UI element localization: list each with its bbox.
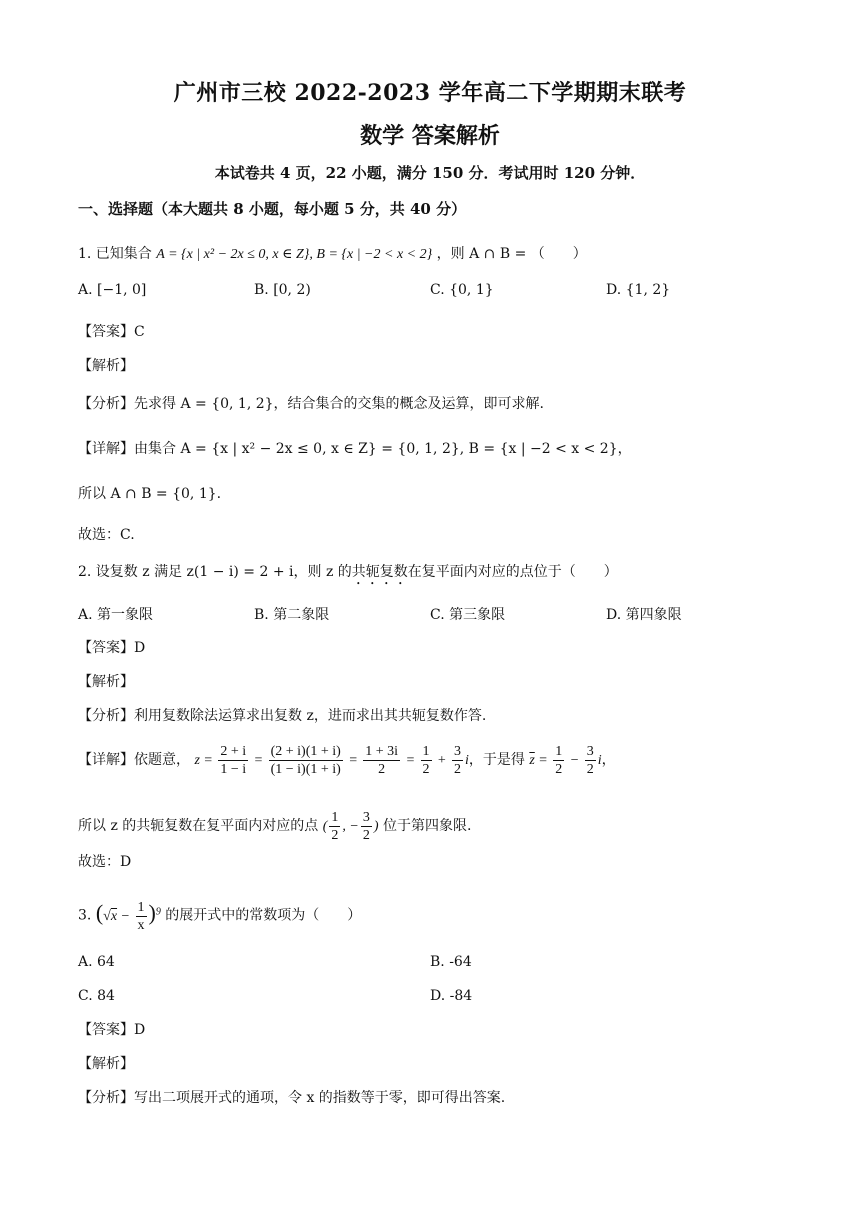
question-2-xiangjie: 【详解】依题意， z = $\frac{2 + i}{1 - i}$ = $\frac{(2 + i)(1 + i)}{(1 - i)(1 + i)}$ = $\frac{1 + 3i}{2}$ = $\frac{1}{2}$ + $\frac{3}{2}$ i，于是得 $\overline{z}$ = $\frac{1}{2}$ − $\frac{3}{2}$ i， xyxy=(78,744,616,778)
question-3-option-c: C. 84 xyxy=(78,988,115,1004)
question-2-option-d: D. 第四象限 xyxy=(606,607,682,623)
question-1-xiangjie: 【详解】由集合 A = {x | x² − 2x ≤ 0, x ∈ Z} = {0, 1, 2}, B = {x | −2 < x < 2}， xyxy=(78,441,632,457)
question-3-stem-post: 的展开式中的常数项为（ ） xyxy=(165,907,362,924)
question-1-option-d: D. {1, 2} xyxy=(606,282,671,298)
question-2-analysis-label: 【解析】 xyxy=(78,674,134,690)
question-1-option-b: B. [0, 2) xyxy=(254,282,311,298)
question-2-stem-dotted: 共轭复数 xyxy=(351,564,408,580)
question-2-stem xyxy=(78,562,618,588)
question-3-option-a: A. 64 xyxy=(78,954,115,970)
question-1-result: 所以 A ∩ B = {0, 1}. xyxy=(78,486,222,502)
question-2-xiangjie-mid: ，于是得 xyxy=(468,752,525,768)
question-1-option-c: C. {0, 1} xyxy=(430,282,494,298)
question-2-choice: 故选：D xyxy=(78,854,132,870)
question-1-analysis-label: 【解析】 xyxy=(78,358,134,374)
question-3-option-d: D. -84 xyxy=(430,988,473,1004)
question-1-choice: 故选：C. xyxy=(78,527,135,543)
question-3-answer: 【答案】D xyxy=(78,1022,146,1038)
question-1-stem xyxy=(78,244,587,265)
question-2-option-c: C. 第三象限 xyxy=(430,607,506,623)
question-1-answer: 【答案】C xyxy=(78,324,145,340)
question-3-stem xyxy=(78,892,361,937)
question-2-conjugate: $\overline{z}$ = $\frac{1}{2}$ − $\frac{3}{2}$ i xyxy=(529,744,602,778)
question-2-equation: z = $\frac{2 + i}{1 - i}$ = $\frac{(2 + i)(1 + i)}{(1 - i)(1 + i)}$ = $\frac{1 + 3i}{2}$ = $\frac{1}{2}$ + $\frac{3}{2}$ i xyxy=(194,744,469,778)
question-2-xiangjie-label: 【详解】依题意， xyxy=(78,752,190,768)
question-2-option-b: B. 第二象限 xyxy=(254,607,330,623)
question-2-answer: 【答案】D xyxy=(78,640,146,656)
question-1-tail: ，则 A ∩ B = （ ） xyxy=(436,246,587,262)
question-1-number: 1. 已知集合 xyxy=(78,246,152,262)
document-title: 广州市三校 2022-2023 学年高二下学期期末联考 xyxy=(173,80,687,106)
question-3-number: 3. xyxy=(78,907,92,924)
question-2-fenxi: 【分析】利用复数除法运算求出复数 z，进而求出其共轭复数作答. xyxy=(78,708,487,724)
question-2-stem-post: 在复平面内对应的点位于（ ） xyxy=(407,564,618,580)
question-2-point-pre: 所以 z 的共轭复数在复平面内对应的点 xyxy=(78,818,319,834)
document-subtitle: 数学 答案解析 xyxy=(360,123,500,149)
question-1-fenxi: 【分析】先求得 A = {0, 1, 2}，结合集合的交集的概念及运算，即可求解. xyxy=(78,396,544,412)
question-3-analysis-label: 【解析】 xyxy=(78,1056,134,1072)
question-1-option-a: A. [−1, 0] xyxy=(78,282,147,298)
question-3-fenxi: 【分析】写出二项展开式的通项，令 x 的指数等于零，即可得出答案. xyxy=(78,1090,506,1106)
question-2-point-line xyxy=(78,806,471,847)
question-1-sets: A = {x | x² − 2x ≤ 0, x ∈ Z}, B = {x | −2 < x < 2} xyxy=(156,247,433,262)
exam-info: 本试卷共 4 页，22 小题，满分 150 分．考试用时 120 分钟． xyxy=(214,164,646,182)
question-2-option-a: A. 第一象限 xyxy=(78,607,154,623)
question-3-expression: (√x − $\frac{1}{x}$ )$^9$ xyxy=(95,899,161,933)
question-2-point-post: 位于第四象限. xyxy=(382,818,472,834)
question-3-option-b: B. -64 xyxy=(430,954,472,970)
section-heading: 一、选择题（本大题共 8 小题，每小题 5 分，共 40 分） xyxy=(78,200,467,218)
question-2-point: ( $\frac{1}{2}$ , − $\frac{3}{2}$ ) xyxy=(322,810,379,844)
question-2-stem-pre: 2. 设复数 z 满足 z(1 − i) = 2 + i，则 z 的 xyxy=(78,564,352,580)
